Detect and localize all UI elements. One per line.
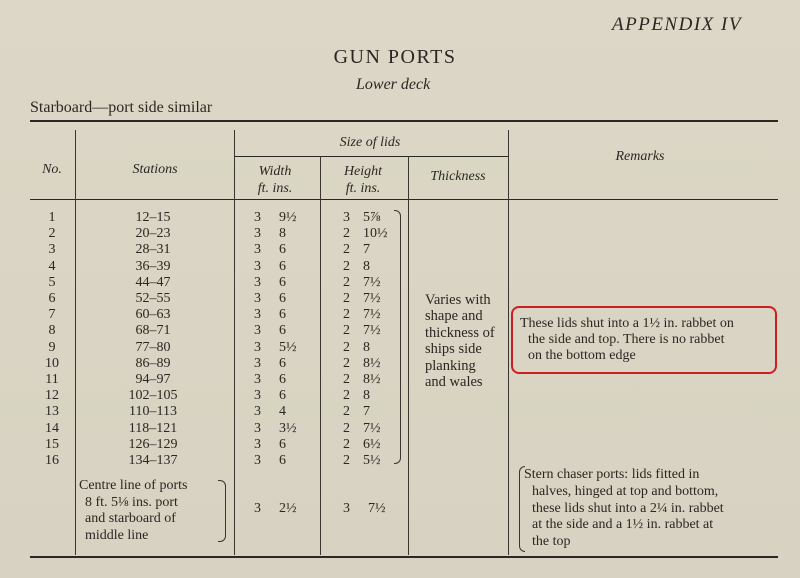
cell-width-in: 6 <box>279 242 286 258</box>
thickness-line: thickness of <box>425 324 495 341</box>
cell-height-ft: 2 <box>343 274 350 290</box>
cell-height-in: 7 <box>363 404 370 420</box>
cell-height-ft: 2 <box>343 436 350 452</box>
cell-no: 9 <box>48 339 56 355</box>
cell-width-in: 6 <box>279 355 286 371</box>
cell-width-ft: 3 <box>254 453 261 468</box>
cell-height-in: 6½ <box>363 436 381 452</box>
cell-width-in: 6 <box>279 388 286 404</box>
size-of-lids-rule <box>234 156 508 157</box>
cell-width-ft: 3 <box>254 339 261 355</box>
cell-width-ft: 3 <box>254 323 261 339</box>
cell-height-ft: 2 <box>343 355 350 371</box>
thickness-line: and wales <box>425 374 483 390</box>
centre-line-text: middle line <box>85 527 149 543</box>
height-brace <box>394 210 401 464</box>
cell-no: 8 <box>48 323 56 339</box>
thickness-line: Varies with <box>425 292 491 308</box>
cell-no: 3 <box>48 242 56 258</box>
cell-no: 7 <box>48 307 56 323</box>
cell-width-in: 6 <box>279 453 286 468</box>
cell-width-ft: 3 <box>254 242 261 258</box>
cell-no: 2 <box>48 226 56 242</box>
col-divider-2 <box>234 130 235 555</box>
cell-stations: 126–129 <box>128 436 178 452</box>
cell-no: 15 <box>45 436 59 452</box>
stern-remark-line: these lids shut into a 2¼ in. rabbet <box>532 500 724 516</box>
page-subtitle: Lower deck <box>356 76 431 93</box>
col-divider-3 <box>320 156 321 555</box>
cell-height-in: 10½ <box>363 226 388 242</box>
cell-stations: 60–63 <box>135 307 171 323</box>
cell-width-ft: 3 <box>254 420 261 436</box>
header-width-units: ft. ins. <box>257 181 293 196</box>
cell-width-in: 6 <box>279 323 286 339</box>
header-no: No. <box>42 162 62 177</box>
cell-no: 12 <box>45 388 59 404</box>
cell-height-ft: 3 <box>343 210 350 225</box>
header-rule <box>30 199 778 200</box>
cell-width-in: 6 <box>279 258 286 274</box>
centre-height-in: 7½ <box>368 501 386 516</box>
cell-height-in: 7½ <box>363 420 381 436</box>
cell-width-ft: 3 <box>254 226 261 242</box>
cell-height-ft: 2 <box>343 307 350 323</box>
thickness-line: planking <box>425 357 476 374</box>
cell-height-in: 5⅞ <box>363 210 381 225</box>
cell-height-in: 7½ <box>363 307 381 323</box>
cell-stations: 94–97 <box>135 372 171 387</box>
cell-width-in: 6 <box>279 307 286 323</box>
cell-no: 16 <box>45 453 59 468</box>
cell-height-ft: 2 <box>343 453 350 468</box>
col-divider-4 <box>408 156 409 555</box>
centre-line-text: and starboard of <box>85 511 176 526</box>
stern-remark-line: at the side and a 1½ in. rabbet at <box>532 517 714 533</box>
cell-height-ft: 2 <box>343 242 350 258</box>
cell-height-in: 7½ <box>363 291 381 306</box>
cell-width-in: 6 <box>279 291 286 306</box>
cell-width-ft: 3 <box>254 210 261 225</box>
cell-no: 5 <box>48 274 56 290</box>
cell-stations: 12–15 <box>135 210 171 225</box>
cell-height-ft: 2 <box>343 339 350 355</box>
cell-no: 1 <box>48 210 56 225</box>
col-divider-1 <box>75 130 76 555</box>
cell-height-ft: 2 <box>343 226 350 242</box>
header-height-units: ft. ins. <box>345 181 381 196</box>
page-title-text: GUN PORTS <box>333 46 457 68</box>
cell-no: 6 <box>48 291 56 306</box>
cell-height-in: 8½ <box>363 372 381 387</box>
cell-height-in: 8½ <box>363 355 381 371</box>
cell-stations: 110–113 <box>129 404 177 420</box>
top-rule <box>30 120 778 122</box>
cell-width-ft: 3 <box>254 307 261 323</box>
cell-stations: 77–80 <box>135 339 171 355</box>
cell-height-in: 8 <box>363 339 370 355</box>
cell-height-in: 7 <box>363 242 370 258</box>
cell-no: 4 <box>48 258 56 274</box>
cell-width-in: 4 <box>279 404 286 420</box>
cell-no: 13 <box>45 404 59 420</box>
header-height: Height <box>343 164 383 179</box>
cell-height-in: 5½ <box>363 453 381 468</box>
cell-height-ft: 2 <box>343 323 350 339</box>
appendix-label: APPENDIX IV <box>612 14 742 35</box>
cell-stations: 28–31 <box>135 242 171 258</box>
thickness-line: ships side <box>425 341 482 358</box>
cell-stations: 36–39 <box>135 258 171 274</box>
stern-remark-line: halves, hinged at top and bottom, <box>532 483 719 499</box>
centre-width-in: 2½ <box>279 501 297 516</box>
cell-no: 10 <box>45 355 59 371</box>
cell-no: 14 <box>45 420 59 436</box>
cell-height-in: 8 <box>363 258 370 274</box>
cell-width-ft: 3 <box>254 404 261 420</box>
cell-width-ft: 3 <box>254 388 261 404</box>
col-divider-5 <box>508 130 509 555</box>
centre-line-brace <box>218 480 226 542</box>
cell-width-ft: 3 <box>254 372 261 387</box>
cell-width-ft: 3 <box>254 258 261 274</box>
cell-stations: 102–105 <box>128 388 178 404</box>
page-title <box>0 46 800 69</box>
centre-line-text: 8 ft. 5⅛ ins. port <box>85 494 178 510</box>
cell-width-ft: 3 <box>254 355 261 371</box>
cell-height-ft: 2 <box>343 404 350 420</box>
centre-height-ft: 3 <box>343 501 350 516</box>
bottom-rule <box>30 556 778 558</box>
remark-line: These lids shut into a 1½ in. rabbet on <box>520 316 734 331</box>
centre-line-text: Centre line of ports <box>79 478 188 493</box>
cell-width-in: 6 <box>279 436 286 452</box>
header-thickness: Thickness <box>430 169 486 184</box>
cell-height-ft: 2 <box>343 258 350 274</box>
remark-line: the side and top. There is no rabbet <box>528 332 725 347</box>
side-note: Starboard—port side similar <box>30 99 213 116</box>
cell-height-ft: 2 <box>343 388 350 404</box>
cell-no: 11 <box>45 372 59 387</box>
cell-height-ft: 2 <box>343 372 350 387</box>
cell-width-in: 9½ <box>279 210 297 225</box>
stern-remark-line: the top <box>532 534 571 550</box>
cell-width-ft: 3 <box>254 274 261 290</box>
cell-height-ft: 2 <box>343 291 350 306</box>
cell-width-in: 5½ <box>279 339 297 355</box>
cell-width-in: 8 <box>279 226 286 242</box>
header-remarks: Remarks <box>615 149 665 164</box>
cell-stations: 44–47 <box>135 274 171 290</box>
stern-remark-line: Stern chaser ports: lids fitted in <box>524 467 700 482</box>
cell-stations: 68–71 <box>135 323 171 339</box>
cell-width-ft: 3 <box>254 436 261 452</box>
remark-line: on the bottom edge <box>528 348 636 363</box>
cell-stations: 86–89 <box>135 355 171 371</box>
cell-width-in: 6 <box>279 372 286 387</box>
cell-width-in: 3½ <box>279 420 297 436</box>
cell-stations: 52–55 <box>135 291 171 306</box>
header-width: Width <box>258 164 292 179</box>
cell-stations: 118–121 <box>128 420 178 436</box>
cell-height-in: 8 <box>363 388 370 404</box>
cell-height-ft: 2 <box>343 420 350 436</box>
cell-stations: 134–137 <box>128 453 178 468</box>
thickness-line: shape and <box>425 308 483 325</box>
cell-height-in: 7½ <box>363 274 381 290</box>
cell-width-ft: 3 <box>254 291 261 306</box>
centre-width-ft: 3 <box>254 501 261 516</box>
cell-width-in: 6 <box>279 274 286 290</box>
cell-height-in: 7½ <box>363 323 381 339</box>
header-size-of-lids: Size of lids <box>339 135 401 150</box>
cell-stations: 20–23 <box>135 226 171 242</box>
header-stations: Stations <box>132 162 178 177</box>
